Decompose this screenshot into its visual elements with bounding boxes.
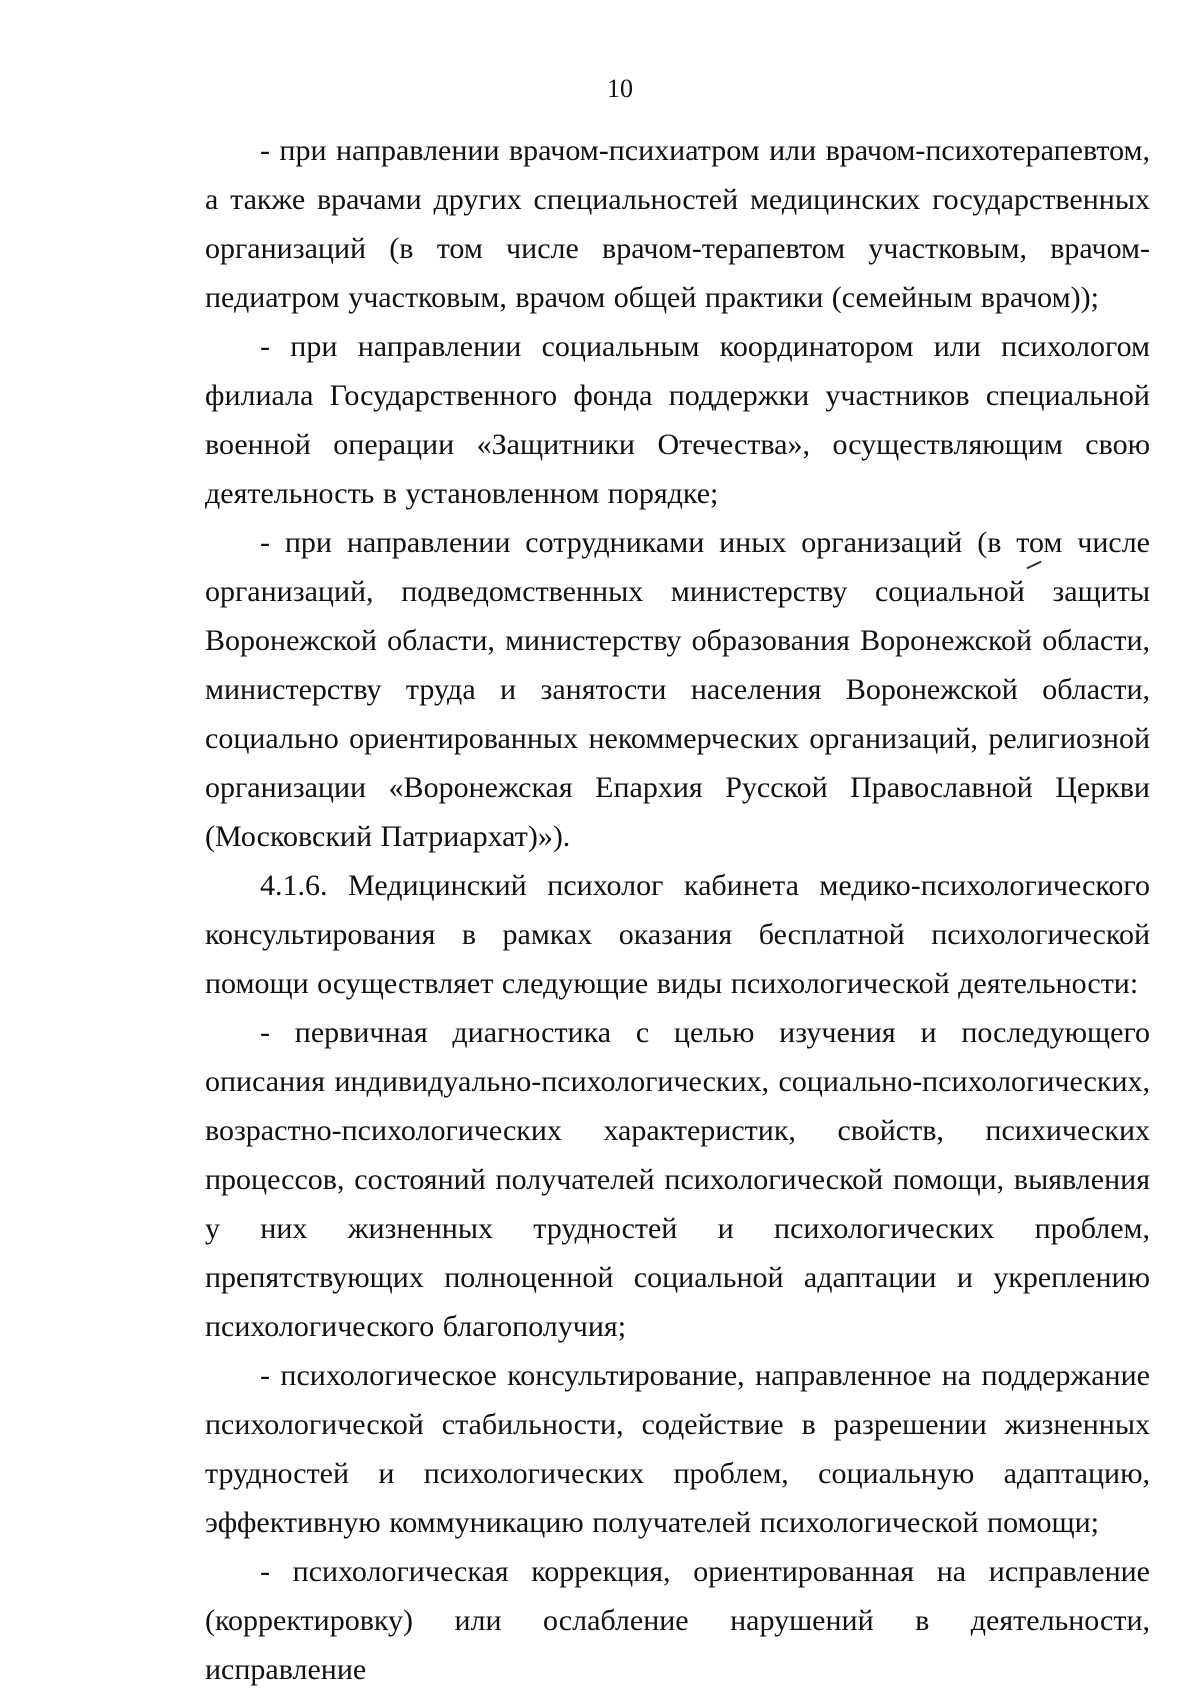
paragraph-section-4-1-6: 4.1.6. Медицинский психолог кабинета медико-психологического консультирования в рамках оказания бесплатной психологической помощи осуществляет следующие виды психологической деятельности: (205, 869, 1150, 1000)
paragraph-psychological-counseling: - психологическое консультирование, направленное на поддержание психологической стабильности, содействие в разрешении жизненных трудностей и психологических проблем, социальную адаптацию, эффективную коммуникацию получателей психологической помощи; (205, 1359, 1150, 1539)
paragraph-referral-social-coordinator: - при направлении социальным координатором или психологом филиала Государственного фонда поддержки участников специальной военной операции «Защитники Отечества», осуществляющим свою деятельность в установленном порядке; (205, 330, 1150, 510)
page-number: 10 (607, 74, 633, 103)
document-body (205, 126, 1150, 1694)
paragraph-primary-diagnostics: - первичная диагностика с целью изучения и последующего описания индивидуально-психологических, социально-психологических, возрастно-психологических характеристик, свойств, психических процессов, состояний получателей психологической помощи, выявления у них жизненных трудностей и психологических проблем, препятствующих полноценной социальной адаптации и укреплению психологического благополучия; (205, 1016, 1150, 1343)
paragraph-referral-psychiatrist: - при направлении врачом-психиатром или врачом-психотерапевтом, а также врачами других специальностей медицинских государственных организаций (в том числе врачом-терапевтом участковым, врачом-педиатром участковым, врачом общей практики (семейным врачом)); (205, 134, 1150, 314)
paragraph-referral-other-organizations: - при направлении сотрудниками иных организаций (в том числе организаций, подведомственных министерству социальной защиты Воронежской области, министерству образования Воронежской области, министерству труда и занятости населения Воронежской области, социально ориентированных некоммерческих организаций, религиозной организации «Воронежская Епархия Русской Православной Церкви (Московский Патриархат)»). (205, 526, 1150, 853)
paragraph-psychological-correction: - психологическая коррекция, ориентированная на исправление (корректировку) или ослабление нарушений в деятельности, исправление (205, 1555, 1150, 1686)
